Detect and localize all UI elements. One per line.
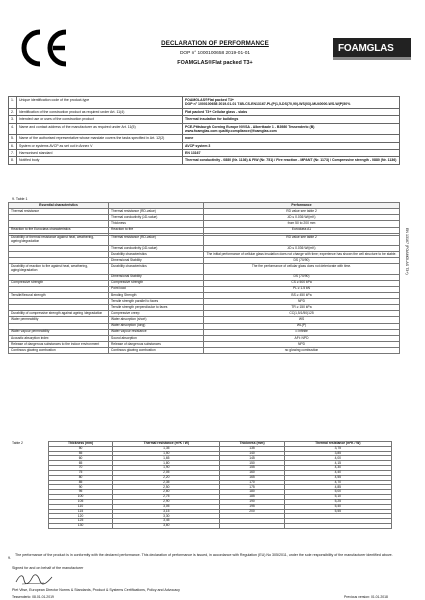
thickness-header-cell: Thermal resistance (m²K / W) xyxy=(113,442,220,447)
performance-row xyxy=(9,264,400,274)
declaration-row xyxy=(9,142,400,149)
thickness-cell: 175 xyxy=(220,485,284,490)
performance-value: NPD xyxy=(204,299,400,305)
foamglas-logo xyxy=(333,38,411,60)
property: Tensile strength perpendicular to faces xyxy=(109,305,204,311)
performance-value: The initial performance of cellular glass insulation does not change with time; experience has shown the cell structure to be stable. xyxy=(204,252,400,258)
performance-value: The fire performance of cellular glass does not deteriorate with time. xyxy=(204,264,400,274)
performance-value: NPD xyxy=(204,342,400,348)
thickness-cell: 2,05 xyxy=(113,470,220,475)
essential-characteristic: Compressive strength xyxy=(9,280,109,286)
thickness-cell: 65 xyxy=(49,461,113,466)
thickness-header-cell: Thickness (mm) xyxy=(220,442,284,447)
property: Durability characteristics xyxy=(109,264,204,274)
declaration-row xyxy=(9,116,400,123)
thickness-cell: 2,35 xyxy=(113,480,220,485)
performance-row xyxy=(9,235,400,245)
logo-stripe xyxy=(333,57,411,60)
property: Dimensional Stability xyxy=(109,258,204,264)
declaration-row xyxy=(9,97,400,109)
thickness-cell: 1,80 xyxy=(113,461,220,466)
thickness-cell: 155 xyxy=(220,466,284,471)
row-number: 2. xyxy=(9,108,17,115)
table-2-label: Table 2 xyxy=(12,441,23,445)
performance-value: no glowing combustion xyxy=(204,348,400,354)
vertical-standard-badge xyxy=(402,228,409,318)
thickness-cell: 3,15 xyxy=(113,509,220,514)
thickness-cell: 80 xyxy=(49,475,113,480)
thickness-cell: 150 xyxy=(220,461,284,466)
property: Thermal conductivity (λD-value) xyxy=(109,215,204,221)
thickness-cell: 90 xyxy=(49,485,113,490)
row-question: Identification of the construction product as required under Art. 11(4) xyxy=(17,108,183,115)
thickness-cell: 4,00 xyxy=(284,456,391,461)
thickness-cell: 4,40 xyxy=(284,470,391,475)
declaration-row xyxy=(9,157,400,164)
essential-characteristic: Water vapour permeability xyxy=(9,329,109,335)
property: Water absorption (short) xyxy=(109,317,204,323)
thickness-cell xyxy=(284,524,391,529)
dop-number: DOP n° 1000100658 2019-01-01 xyxy=(179,51,251,56)
thickness-cell: 85 xyxy=(49,480,113,485)
thickness-header-cell: Thickness (mm) xyxy=(49,442,113,447)
thickness-cell: 95 xyxy=(49,490,113,495)
thickness-cell: 2,75 xyxy=(113,495,220,500)
thickness-cell: 75 xyxy=(49,470,113,475)
row-question: Unique identification code of the product-type xyxy=(17,97,183,109)
thickness-cell: 185 xyxy=(220,495,284,500)
property: Release of dangerous substances xyxy=(109,342,204,348)
performance-row xyxy=(9,348,400,354)
row-answer: Thermal conductivity - 0880 (Nr. 1136) & FIW (Nr. 751) / Fire reaction - MPANT (Nr. 1173) / Compressive strength - 0880 (Nr. 1136) xyxy=(183,157,400,164)
property: Compressive creep xyxy=(109,311,204,317)
issue-date: Tessenderlo: 08.01.01.2019 xyxy=(12,595,54,599)
thickness-cell: 50 xyxy=(49,446,113,451)
thickness-cell: 5,55 xyxy=(284,509,391,514)
property: Water vapour resistance xyxy=(109,329,204,335)
thickness-cell: 3,30 xyxy=(113,514,220,519)
thickness-cell: 145 xyxy=(220,456,284,461)
performance-value: WS xyxy=(204,317,400,323)
row-number: 5. xyxy=(9,135,17,142)
essential-characteristic: Thermal resistance xyxy=(9,209,109,215)
property: Durability characteristics xyxy=(109,252,204,258)
performance-header-cell: Performance xyxy=(204,203,400,209)
property: Thermal conductivity (λD-value) xyxy=(109,245,204,251)
declaration-row xyxy=(9,135,400,142)
thickness-cell: 60 xyxy=(49,456,113,461)
performance-value: DS (70/90) xyxy=(204,258,400,264)
performance-value: DS (70/90) xyxy=(204,274,400,280)
thickness-cell: 3,85 xyxy=(284,451,391,456)
thickness-cell: 3,05 xyxy=(113,504,220,509)
performance-value: Euroclass A1 xyxy=(204,227,400,233)
property: Water absorption (long) xyxy=(109,323,204,329)
row-answer: PCE-Pittsburgh Corning Europe NV/SA - Albertkade 1 - B3980 Tessenderlo (B) www.foamglas.com quality.compliance@foamglas.com xyxy=(183,123,400,135)
declaration-row xyxy=(9,150,400,157)
essential-characteristic: Water permeability xyxy=(9,317,109,323)
property: Thickness xyxy=(109,221,204,227)
performance-value: BS ≥ 450 kPa xyxy=(204,292,400,298)
declaration-row xyxy=(9,123,400,135)
property: Thermal resistance (RD-value) xyxy=(109,209,204,215)
signer-name: Piet Vitse, European Director Norms & Standards, Product & Systems Certifications, Policy and Advocacy xyxy=(12,588,180,592)
statement-text: The performance of the product is in conformity with the declared performance. This declaration of performance is issued, in accordance with Regulation (EU) No 305/2011, under the sole responsibility of the manufacturer identified above. xyxy=(15,553,393,557)
thickness-cell: 135 xyxy=(220,446,284,451)
thickness-cell: 100 xyxy=(49,495,113,500)
thickness-cell: 4,15 xyxy=(284,461,391,466)
thickness-cell: 5,25 xyxy=(284,499,391,504)
thickness-cell: 5,10 xyxy=(284,495,391,500)
essential-characteristic: Acoustic absorption index xyxy=(9,335,109,341)
ce-mark-icon xyxy=(20,28,72,68)
thickness-cell: 3,75 xyxy=(284,446,391,451)
thickness-cell: 4,30 xyxy=(284,466,391,471)
document-title: DECLARATION OF PERFORMANCE xyxy=(161,40,269,47)
performance-value: RD value see table 2 xyxy=(204,235,400,245)
row-question: Notified body xyxy=(17,157,183,164)
signed-on-behalf: Signed for and on behalf of the manufacturer xyxy=(12,566,84,570)
row-number: 8. xyxy=(9,157,17,164)
row-question: Harmonised standard xyxy=(17,150,183,157)
performance-value: CS ≥ 500 kPa xyxy=(204,280,400,286)
row-number: 7. xyxy=(9,150,17,157)
thickness-cell: 2,90 xyxy=(113,499,220,504)
statement-number: 9. xyxy=(8,556,11,560)
thickness-cell: 195 xyxy=(220,504,284,509)
essential-characteristic: Tensile/flexural strength xyxy=(9,292,109,298)
document-header xyxy=(120,40,310,66)
declaration-row xyxy=(9,108,400,115)
logo-text: FOAMGLAS xyxy=(338,43,394,54)
thickness-cell: 55 xyxy=(49,451,113,456)
thickness-row xyxy=(49,524,392,529)
property: Bending Strength xyxy=(109,292,204,298)
row-answer: AVCP system 3 xyxy=(183,142,400,149)
thickness-cell: 4,70 xyxy=(284,480,391,485)
thickness-cell: 5,00 xyxy=(284,490,391,495)
performance-value: AFt: NPD xyxy=(204,335,400,341)
declaration-table xyxy=(8,96,400,165)
thickness-cell: 2,60 xyxy=(113,490,220,495)
vertical-standard-text: EN 13167 (FOAMGLAS T3+) xyxy=(405,228,409,275)
thickness-header-cell: Thermal resistance (m²K / W) xyxy=(284,442,391,447)
performance-value: λD ≤ 0.036 W/(mK) xyxy=(204,215,400,221)
essential-characteristic: Durability of reaction to fire against heat, weathering, aging/degradation xyxy=(9,264,109,274)
thickness-cell: 120 xyxy=(49,514,113,519)
thickness-cell: 3,60 xyxy=(113,524,220,529)
property: Point load xyxy=(109,286,204,292)
row-question: Intended use or uses of the construction product xyxy=(17,116,183,123)
property: Continous glowing combustion xyxy=(109,348,204,354)
performance-header-cell: Essential characteristics xyxy=(9,203,109,209)
row-number: 3. xyxy=(9,116,17,123)
thickness-cell: 5,40 xyxy=(284,504,391,509)
previous-version: Previous version: 01.01.2018 xyxy=(344,595,388,599)
row-question: System or systems AVCP as set out in Annex V xyxy=(17,142,183,149)
thickness-table xyxy=(48,441,392,529)
row-question: Name and contact address of the manufacturer as required under Art. 11(5) xyxy=(17,123,183,135)
thickness-cell: 3,45 xyxy=(113,519,220,524)
product-name: FOAMGLAS®Flat packed T3+ xyxy=(177,60,253,66)
performance-value: TR ≥ 150 kPa xyxy=(204,305,400,311)
performance-value: PL ≥ 1.5 kN xyxy=(204,286,400,292)
property: Compressive strength xyxy=(109,280,204,286)
property: Reaction to fire xyxy=(109,227,204,233)
row-answer: FOAMGLAS®Flat packed T3+ DOP n° 1000100658 2019-01-01 T4B-CS-EN13167-PL(P)1,5-DS(70,90)-WS(03)-MU40000-WS-W(P)50% xyxy=(183,97,400,109)
thickness-cell: 170 xyxy=(220,480,284,485)
thickness-cell: 2,20 xyxy=(113,475,220,480)
thickness-cell: 115 xyxy=(49,509,113,514)
thickness-cell: 4,85 xyxy=(284,485,391,490)
thickness-cell: 1,35 xyxy=(113,446,220,451)
thickness-cell: 4,55 xyxy=(284,475,391,480)
thickness-cell: 180 xyxy=(220,490,284,495)
thickness-cell: 160 xyxy=(220,470,284,475)
performance-value: RD value see table 2 xyxy=(204,209,400,215)
thickness-cell xyxy=(220,524,284,529)
performance-value: from 50 to 200 mm xyxy=(204,221,400,227)
row-answer: Flat packed T3+ Cellular glass - slabs xyxy=(183,108,400,115)
signature-icon xyxy=(14,572,54,586)
thickness-cell: 1,65 xyxy=(113,456,220,461)
performance-value: λD ≤ 0.036 W/(mK) xyxy=(204,245,400,251)
thickness-cell: 125 xyxy=(49,519,113,524)
performance-value: CC(1,5/1/50)125 xyxy=(204,311,400,317)
essential-characteristic: Continous glowing combustion xyxy=(9,348,109,354)
property: Sound absorption xyxy=(109,335,204,341)
thickness-cell: 165 xyxy=(220,475,284,480)
performance-value: ∞ infinite xyxy=(204,329,400,335)
thickness-cell: 70 xyxy=(49,466,113,471)
row-question: Name of the authorised representative whose mandate covers the tasks specified in Art. 12(2) xyxy=(17,135,183,142)
row-number: 6. xyxy=(9,142,17,149)
thickness-cell: 2,50 xyxy=(113,485,220,490)
thickness-cell: 1,50 xyxy=(113,451,220,456)
thickness-cell: 1,90 xyxy=(113,466,220,471)
row-answer: EN 13167 xyxy=(183,150,400,157)
property: Tensile strength parallel to faces xyxy=(109,299,204,305)
table-1-label: 9. Table 1 xyxy=(12,197,28,201)
row-answer: none xyxy=(183,135,400,142)
thickness-cell: 110 xyxy=(49,504,113,509)
property: Dimensional Stability xyxy=(109,274,204,280)
property: Thermal resistance (RD-value) xyxy=(109,235,204,245)
row-number: 1. xyxy=(9,97,17,109)
essential-characteristic: Reaction to fire Euroclass characteristics xyxy=(9,227,109,233)
performance-value: WL(P) xyxy=(204,323,400,329)
row-answer: Thermal insulation for buildings xyxy=(183,116,400,123)
row-number: 4. xyxy=(9,123,17,135)
thickness-cell: 105 xyxy=(49,499,113,504)
thickness-cell: 200 xyxy=(220,509,284,514)
thickness-cell: 130 xyxy=(49,524,113,529)
performance-table xyxy=(8,202,400,354)
essential-characteristic: Durability of compressive strength against ageing /degradation xyxy=(9,311,109,317)
essential-characteristic: Release of dangerous substances to the indoor environment xyxy=(9,342,109,348)
essential-characteristic: Durability of thermal resistance against heat, weathering, ageing/degradation xyxy=(9,235,109,245)
thickness-cell: 140 xyxy=(220,451,284,456)
thickness-cell: 190 xyxy=(220,499,284,504)
